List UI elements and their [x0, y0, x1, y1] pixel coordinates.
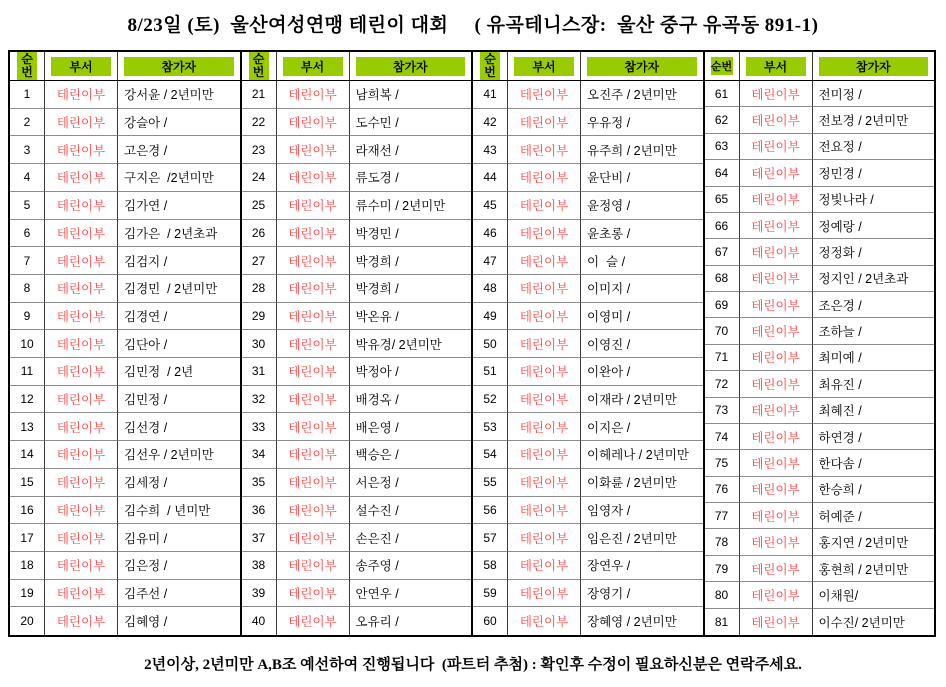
cell-no: 41	[473, 81, 508, 109]
group-2	[242, 52, 474, 635]
cell-dept: 테린이부	[508, 441, 581, 469]
header-dept	[740, 52, 813, 81]
header-participant	[581, 52, 703, 81]
cell-dept: 테린이부	[508, 303, 581, 331]
cell-no: 51	[473, 358, 508, 386]
cell-participant: 임은진 / 2년미만	[581, 524, 703, 552]
cell-dept: 테린이부	[277, 358, 350, 386]
cell-dept: 테린이부	[740, 582, 813, 608]
cell-participant: 구지은 /2년미만	[118, 164, 240, 192]
cell-no: 74	[705, 424, 740, 450]
header-dept-label: 부서	[283, 57, 343, 76]
cell-participant: 이화륜 / 2년미만	[581, 469, 703, 497]
cell-dept: 테린이부	[45, 109, 118, 137]
cell-dept: 테린이부	[508, 81, 581, 109]
cell-participant: 윤초롱 /	[581, 220, 703, 248]
cell-dept: 테린이부	[277, 413, 350, 441]
cell-dept: 테린이부	[740, 477, 813, 503]
cell-participant: 전요정 /	[813, 134, 935, 160]
cell-participant: 류도경 /	[350, 164, 472, 192]
cell-dept: 테린이부	[508, 109, 581, 137]
cell-no: 40	[242, 607, 277, 635]
header-participant	[813, 52, 935, 81]
cell-no: 57	[473, 524, 508, 552]
cell-dept: 테린이부	[45, 524, 118, 552]
cell-participant: 김혜영 /	[124, 615, 168, 630]
cell-no: 56	[473, 497, 508, 525]
cell-no: 52	[473, 386, 508, 414]
cell-no: 24	[242, 164, 277, 192]
cell-dept: 테린이부	[45, 552, 118, 580]
cell-participant: 장혜영 / 2년미만	[587, 615, 677, 630]
cell-dept: 테린이부	[740, 134, 813, 160]
cell-no: 28	[242, 275, 277, 303]
cell-participant: 김주선 /	[118, 580, 240, 608]
cell-participant: 유주희 / 2년미만	[581, 136, 703, 164]
header-dept-label: 부서	[514, 57, 574, 76]
cell-no: 81	[705, 609, 740, 635]
header-no	[10, 52, 45, 81]
cell-no: 70	[705, 318, 740, 344]
cell-no: 55	[473, 469, 508, 497]
cell-dept: 테린이부	[45, 497, 118, 525]
cell-dept: 테린이부	[740, 503, 813, 529]
cell-participant: 윤정영 /	[581, 192, 703, 220]
cell-no: 49	[473, 303, 508, 331]
cell-dept: 테린이부	[508, 164, 581, 192]
cell-no: 48	[473, 275, 508, 303]
cell-no: 44	[473, 164, 508, 192]
cell-no: 53	[473, 413, 508, 441]
cell-dept: 테린이부	[277, 303, 350, 331]
cell-no: 25	[242, 192, 277, 220]
cell-dept: 테린이부	[740, 529, 813, 555]
cell-dept: 테린이부	[277, 247, 350, 275]
footer-note: 2년이상, 2년미만 A,B조 예선하여 진행됩니다 (파트터 추첨) : 확인후 수정이 필요하신분은 연락주세요.	[144, 657, 802, 673]
header-dept-label: 부서	[746, 57, 806, 76]
cell-dept: 테린이부	[740, 160, 813, 186]
cell-dept: 테린이부	[45, 247, 118, 275]
cell-participant: 정정화 /	[813, 239, 935, 265]
cell-participant: 도수민 /	[350, 109, 472, 137]
cell-dept: 테린이부	[740, 187, 813, 213]
cell-no: 21	[242, 81, 277, 109]
cell-dept: 테린이부	[508, 469, 581, 497]
header-dept	[277, 52, 350, 81]
cell-participant: 하연경 /	[813, 424, 935, 450]
cell-dept: 테린이부	[45, 330, 118, 358]
cell-participant: 윤단비 /	[581, 164, 703, 192]
cell-dept: 테린이부	[277, 580, 350, 608]
cell-no: 67	[705, 239, 740, 265]
cell-participant: 전미정 /	[813, 81, 935, 107]
cell-participant: 정민경 /	[813, 160, 935, 186]
cell-no: 26	[242, 220, 277, 248]
cell-participant: 정지인 / 2년초과	[813, 266, 935, 292]
cell-dept: 테린이부	[277, 497, 350, 525]
cell-no: 30	[242, 330, 277, 358]
cell-dept: 테린이부	[740, 345, 813, 371]
cell-dept: 테린이부	[45, 358, 118, 386]
cell-dept: 테린이부	[277, 607, 350, 635]
cell-no: 35	[242, 469, 277, 497]
cell-no: 38	[242, 552, 277, 580]
cell-no: 4	[10, 164, 45, 192]
header-participant	[118, 52, 240, 81]
participant-table	[8, 50, 936, 637]
cell-participant: 배은영 /	[350, 413, 472, 441]
cell-participant: 한다솜 /	[813, 450, 935, 476]
cell-dept: 테린이부	[277, 192, 350, 220]
cell-dept: 테린이부	[45, 441, 118, 469]
cell-dept: 테린이부	[277, 330, 350, 358]
cell-participant: 정빛나라 /	[813, 187, 935, 213]
cell-participant: 박정아 /	[350, 358, 472, 386]
cell-no: 77	[705, 503, 740, 529]
cell-dept: 테린이부	[508, 247, 581, 275]
cell-no: 79	[705, 556, 740, 582]
cell-dept: 테린이부	[277, 109, 350, 137]
cell-dept: 테린이부	[45, 136, 118, 164]
cell-participant: 백승은 /	[350, 441, 472, 469]
cell-dept: 테린이부	[45, 81, 118, 109]
cell-dept: 테린이부	[740, 292, 813, 318]
cell-participant: 우유정 /	[581, 109, 703, 137]
cell-participant: 이헤레나 / 2년미만	[581, 441, 703, 469]
cell-dept: 테린이부	[45, 607, 118, 635]
cell-no: 8	[10, 275, 45, 303]
cell-dept: 테린이부	[45, 164, 118, 192]
cell-participant: 장연우 /	[581, 552, 703, 580]
cell-no: 62	[705, 107, 740, 133]
cell-dept: 테린이부	[277, 275, 350, 303]
cell-participant: 남희복 /	[350, 81, 472, 109]
cell-participant: 조하늘 /	[813, 318, 935, 344]
cell-participant: 이지은 /	[581, 413, 703, 441]
header-dept	[508, 52, 581, 81]
cell-dept: 테린이부	[277, 164, 350, 192]
cell-participant: 류수미 / 2년미만	[350, 192, 472, 220]
cell-no: 9	[10, 303, 45, 331]
header-no-label: 순번	[17, 52, 37, 79]
group-3	[473, 52, 705, 635]
cell-no: 72	[705, 371, 740, 397]
cell-no: 78	[705, 529, 740, 555]
cell-participant: 이채원/	[813, 582, 935, 608]
cell-no: 27	[242, 247, 277, 275]
cell-no: 16	[10, 497, 45, 525]
cell-dept: 테린이부	[740, 556, 813, 582]
cell-no: 58	[473, 552, 508, 580]
cell-dept: 테린이부	[740, 213, 813, 239]
cell-dept: 테린이부	[45, 386, 118, 414]
cell-participant: 김선우 / 2년미만	[118, 441, 240, 469]
cell-no: 1	[10, 81, 45, 109]
cell-no: 37	[242, 524, 277, 552]
cell-participant: 김경연 /	[118, 303, 240, 331]
page-title: 8/23일 (토) 울산여성연맹 테린이 대회 ( 유곡테니스장: 울산 중구 유곡동 891-1)	[127, 15, 819, 36]
header-no-label: 순번	[711, 57, 733, 75]
cell-participant: 박경희 /	[350, 275, 472, 303]
cell-participant: 최유진 /	[813, 371, 935, 397]
cell-no: 71	[705, 345, 740, 371]
cell-participant: 한승희 /	[813, 477, 935, 503]
cell-no: 47	[473, 247, 508, 275]
cell-dept: 테린이부	[740, 318, 813, 344]
cell-no: 2	[10, 109, 45, 137]
cell-participant: 강서윤 / 2년미만	[118, 81, 240, 109]
cell-participant: 이미지 /	[581, 275, 703, 303]
cell-participant: 최미예 /	[813, 345, 935, 371]
cell-participant: 라재선 /	[350, 136, 472, 164]
cell-participant: 임영자 /	[581, 497, 703, 525]
cell-no: 68	[705, 266, 740, 292]
header-no-label: 순번	[249, 52, 269, 79]
header-no	[705, 52, 740, 81]
cell-participant: 오진주 / 2년미만	[581, 81, 703, 109]
cell-no: 65	[705, 187, 740, 213]
cell-no: 63	[705, 134, 740, 160]
cell-participant: 송주영 /	[350, 552, 472, 580]
cell-dept: 테린이부	[277, 469, 350, 497]
cell-dept: 테린이부	[740, 424, 813, 450]
cell-participant: 최혜진 /	[813, 398, 935, 424]
cell-no: 7	[10, 247, 45, 275]
cell-participant: 이완아 /	[581, 358, 703, 386]
cell-participant: 박유경/ 2년미만	[350, 330, 472, 358]
cell-dept: 테린이부	[277, 136, 350, 164]
cell-participant: 이 슬 /	[581, 247, 703, 275]
cell-no: 12	[10, 386, 45, 414]
cell-participant: 배경옥 /	[350, 386, 472, 414]
cell-no: 76	[705, 477, 740, 503]
cell-participant: 설수진 /	[350, 497, 472, 525]
header-participant-label: 참가자	[356, 57, 466, 76]
cell-no: 22	[242, 109, 277, 137]
cell-dept: 테린이부	[45, 580, 118, 608]
cell-participant: 오유리 /	[355, 615, 399, 630]
cell-participant: 박경희 /	[350, 247, 472, 275]
header-participant	[350, 52, 472, 81]
cell-dept: 테린이부	[277, 552, 350, 580]
cell-dept: 테린이부	[45, 469, 118, 497]
header-participant-label: 참가자	[819, 57, 929, 76]
header-participant-label: 참가자	[587, 57, 697, 76]
cell-no: 20	[10, 607, 45, 635]
cell-no: 69	[705, 292, 740, 318]
cell-dept: 테린이부	[740, 450, 813, 476]
cell-participant: 서은정 /	[350, 469, 472, 497]
cell-no: 43	[473, 136, 508, 164]
cell-participant: 박온유 /	[350, 303, 472, 331]
cell-dept: 테린이부	[277, 220, 350, 248]
cell-no: 33	[242, 413, 277, 441]
cell-no: 42	[473, 109, 508, 137]
header-participant-label: 참가자	[124, 57, 234, 76]
cell-participant: 이영진 /	[581, 330, 703, 358]
cell-participant: 김세정 /	[118, 469, 240, 497]
cell-no: 14	[10, 441, 45, 469]
group-1	[10, 52, 242, 635]
cell-no: 18	[10, 552, 45, 580]
cell-dept: 테린이부	[45, 220, 118, 248]
cell-dept: 테린이부	[508, 275, 581, 303]
cell-dept: 테린이부	[508, 220, 581, 248]
cell-no: 3	[10, 136, 45, 164]
header-dept	[45, 52, 118, 81]
cell-no: 6	[10, 220, 45, 248]
cell-no: 34	[242, 441, 277, 469]
cell-no: 32	[242, 386, 277, 414]
cell-participant: 조은경 /	[813, 292, 935, 318]
cell-dept: 테린이부	[740, 371, 813, 397]
cell-dept: 테린이부	[508, 580, 581, 608]
cell-no: 31	[242, 358, 277, 386]
cell-participant: 정예랑 /	[813, 213, 935, 239]
cell-dept: 테린이부	[508, 192, 581, 220]
cell-dept: 테린이부	[740, 239, 813, 265]
cell-no: 10	[10, 330, 45, 358]
cell-participant: 박경민 /	[350, 220, 472, 248]
cell-participant: 허예준 /	[813, 503, 935, 529]
cell-participant: 고은경 /	[118, 136, 240, 164]
cell-participant: 장영기 /	[581, 580, 703, 608]
cell-participant: 김가연 /	[118, 192, 240, 220]
cell-dept: 테린이부	[508, 497, 581, 525]
cell-no: 36	[242, 497, 277, 525]
cell-participant: 김검지 /	[118, 247, 240, 275]
cell-participant: 김수희 / 년미만	[118, 497, 240, 525]
cell-no: 64	[705, 160, 740, 186]
cell-dept: 테린이부	[45, 275, 118, 303]
cell-participant: 김단아 /	[118, 330, 240, 358]
cell-dept: 테린이부	[277, 441, 350, 469]
cell-participant: 강슬아 /	[118, 109, 240, 137]
header-no	[242, 52, 277, 81]
cell-no: 17	[10, 524, 45, 552]
cell-participant: 김유미 /	[118, 524, 240, 552]
cell-dept: 테린이부	[740, 266, 813, 292]
cell-no: 75	[705, 450, 740, 476]
cell-no: 73	[705, 398, 740, 424]
header-dept-label: 부서	[51, 57, 111, 76]
cell-no: 29	[242, 303, 277, 331]
group-4	[705, 52, 935, 635]
cell-participant: 김선경 /	[118, 413, 240, 441]
cell-dept: 테린이부	[277, 524, 350, 552]
cell-no: 19	[10, 580, 45, 608]
cell-dept: 테린이부	[45, 303, 118, 331]
cell-participant: 김민정 / 2년	[118, 358, 240, 386]
cell-dept: 테린이부	[277, 386, 350, 414]
cell-participant: 이수진/ 2년미만	[818, 615, 905, 630]
cell-no: 13	[10, 413, 45, 441]
cell-participant: 김은정 /	[118, 552, 240, 580]
cell-no: 45	[473, 192, 508, 220]
cell-no: 60	[473, 607, 508, 635]
cell-participant: 홍지연 / 2년미만	[813, 529, 935, 555]
cell-no: 66	[705, 213, 740, 239]
header-no	[473, 52, 508, 81]
cell-dept: 테린이부	[508, 552, 581, 580]
cell-dept: 테린이부	[45, 413, 118, 441]
cell-participant: 전보경 / 2년미만	[813, 107, 935, 133]
cell-participant: 홍현희 / 2년미만	[813, 556, 935, 582]
cell-no: 54	[473, 441, 508, 469]
cell-dept: 테린이부	[508, 607, 581, 635]
cell-no: 50	[473, 330, 508, 358]
cell-participant: 김경민 / 2년미만	[118, 275, 240, 303]
cell-participant: 이재라 / 2년미만	[581, 386, 703, 414]
cell-dept: 테린이부	[45, 192, 118, 220]
cell-participant: 이영미 /	[581, 303, 703, 331]
cell-dept: 테린이부	[508, 330, 581, 358]
cell-dept: 테린이부	[508, 358, 581, 386]
cell-dept: 테린이부	[508, 136, 581, 164]
cell-no: 61	[705, 81, 740, 107]
cell-participant: 김가은 / 2년초과	[118, 220, 240, 248]
cell-dept: 테린이부	[508, 413, 581, 441]
cell-participant: 손은진 /	[350, 524, 472, 552]
cell-no: 39	[242, 580, 277, 608]
cell-no: 23	[242, 136, 277, 164]
cell-dept: 테린이부	[740, 81, 813, 107]
cell-no: 59	[473, 580, 508, 608]
cell-dept: 테린이부	[508, 524, 581, 552]
cell-dept: 테린이부	[277, 81, 350, 109]
cell-dept: 테린이부	[740, 398, 813, 424]
cell-no: 15	[10, 469, 45, 497]
cell-no: 80	[705, 582, 740, 608]
header-no-label: 순번	[480, 52, 500, 79]
cell-no: 11	[10, 358, 45, 386]
cell-participant: 안연우 /	[350, 580, 472, 608]
cell-dept: 테린이부	[508, 386, 581, 414]
cell-dept: 테린이부	[740, 107, 813, 133]
cell-no: 46	[473, 220, 508, 248]
cell-no: 5	[10, 192, 45, 220]
cell-participant: 김민정 /	[118, 386, 240, 414]
cell-dept: 테린이부	[740, 609, 813, 635]
